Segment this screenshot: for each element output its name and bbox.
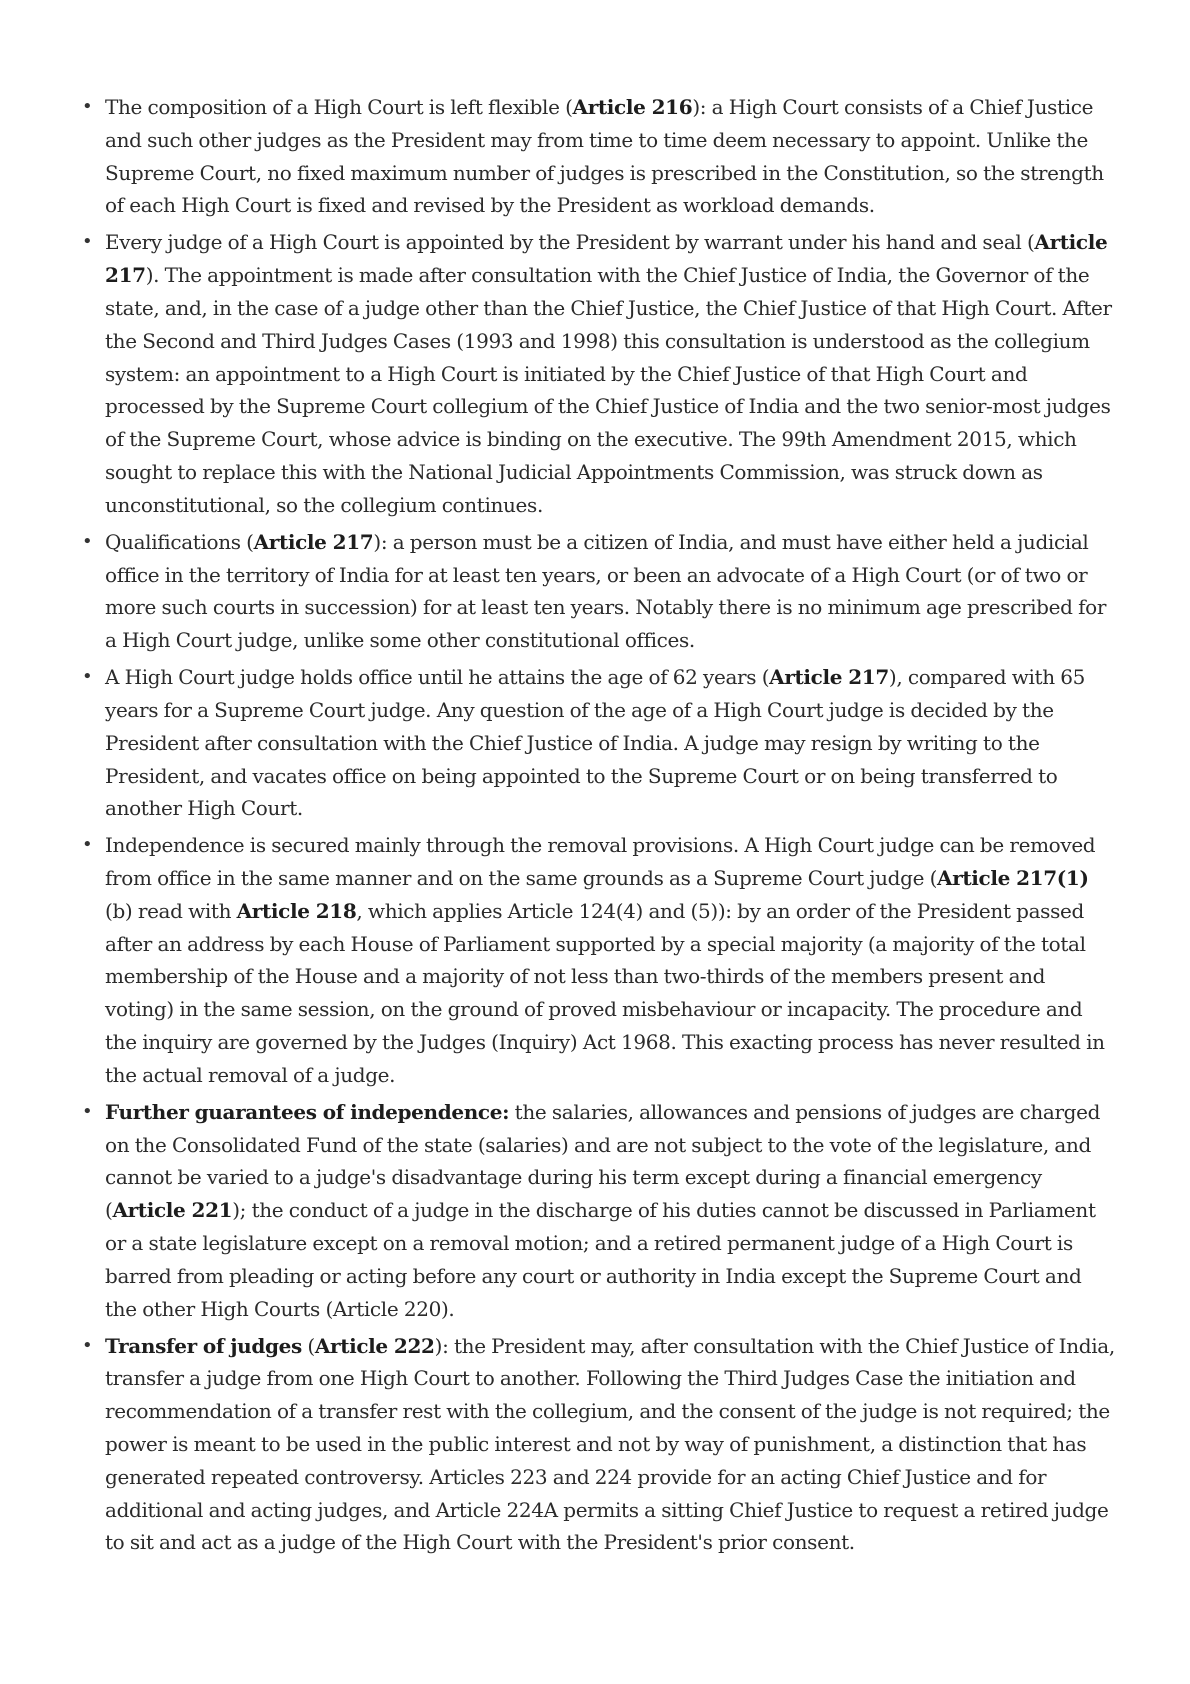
body-text: ); the conduct of a judge in the discharge of his duties cannot be discussed in Parliament or a state legislature except on a removal motion; and a retired permanent judge of a High Court is barred from pleading or acting before any court or authority in India except the Supreme Court and the other High Courts (Article 220). [105, 1198, 1096, 1321]
bullet-dot-icon: • [82, 530, 93, 552]
bold-text: Article 217 [253, 529, 374, 554]
bold-text: Article 217 [105, 230, 1108, 288]
bold-text: Transfer of judges [105, 1333, 302, 1358]
bold-text: Article 217 [769, 665, 889, 690]
body-text: ): a High Court consists of a Chief Justice and such other judges as the President may from time to time deem necessary to appoint. Unlike the Supreme Court, no fixed maximum number of judges is prescribed in the Constitution, so the strength of each High Court is fixed and revised by the President as workload demands. [105, 95, 1104, 218]
bold-text: Further guarantees of independence: [105, 1099, 510, 1124]
bullet-item [82, 91, 1115, 222]
body-text: ): the President may, after consultation with the Chief Justice of India, transfer a judge from one High Court to another. Following the Third Judges Case the initiation and recommendation of a transfer rest with the collegium, and the consent of the judge is not required; the power is meant to be used in the public interest and not by way of punishment, a distinction that has generated repeated controversy. Articles 223 and 224 provide for an acting Chief Justice and for additional and acting judges, and Article 224A permits a sitting Chief Justice to request a retired judge to sit and act as a judge of the High Court with the President's prior consent. [105, 1333, 1115, 1555]
bullet-item [82, 526, 1115, 657]
bullet-dot-icon: • [82, 231, 93, 253]
bullet-dot-icon: • [82, 96, 93, 117]
bold-text: Article 221 [112, 1198, 233, 1223]
body-text: , which applies Article 124(4) and (5)): by an order of the President passed after an address by each House of Parliament supported by a special majority (a majority of the total membership of the House and a majority of not less than two-thirds of the members present and voting) in the same session, on the ground of proved misbehaviour or incapacity. The procedure and the inquiry are governed by the Judges (Inquiry) Act 1968. This exacting process has never resulted in the actual removal of a judge. [105, 898, 1105, 1087]
body-text: Independence is secured mainly through the removal provisions. A High Court judge can be removed from office in the same manner and on the same grounds as a Supreme Court judge ( [105, 833, 1096, 891]
bullet-item [82, 1330, 1115, 1560]
body-text: ): a person must be a citizen of India, and must have either held a judicial office in the territory of India for at least ten years, or been an advocate of a High Court (or of two or more such courts in succession) for at least ten years. Notably there is no minimum age prescribed for a High Court judge, unlike some other constitutional offices. [105, 529, 1107, 653]
bullet-dot-icon: • [82, 1100, 93, 1122]
body-text: ). The appointment is made after consultation with the Chief Justice of India, the Governor of the state, and, in the case of a judge other than the Chief Justice, the Chief Justice of that High Court. After the Second and Third Judges Cases (1993 and 1998) this consultation is understood as the collegium system: an appointment to a High Court is initiated by the Chief Justice of that High Court and processed by the Supreme Court collegium of the Chief Justice of India and the two senior-most judges of the Supreme Court, whose advice is binding on the executive. The 99th Amendment 2015, which sought to replace this with the National Judicial Appointments Commission, was struck down as unconstitutional, so the collegium continues. [105, 263, 1112, 517]
bullet-list [82, 91, 1115, 1563]
body-text: (b) read with [105, 898, 237, 923]
bullet-dot-icon: • [82, 834, 93, 856]
body-text: ( [301, 1333, 315, 1358]
bold-text: Article 217(1) [937, 866, 1089, 891]
bullet-item [82, 661, 1115, 825]
bullet-item [82, 829, 1115, 1091]
bullet-item [82, 226, 1115, 521]
bullet-dot-icon: • [82, 666, 93, 688]
bullet-item [82, 1096, 1115, 1326]
body-text: A High Court judge holds office until he attains the age of 62 years ( [105, 665, 770, 690]
body-text: Every judge of a High Court is appointed by the President by warrant under his hand and seal ( [105, 230, 1035, 255]
bold-text: Article 222 [314, 1333, 435, 1358]
body-text: ), compared with 65 years for a Supreme Court judge. Any question of the age of a High Court judge is decided by the President after consultation with the Chief Justice of India. A judge may resign by writing to the President, and vacates office on being appointed to the Supreme Court or on being transferred to another High Court. [105, 665, 1086, 821]
body-text: the salaries, allowances and pensions of judges are charged on the Consolidated Fund of the state (salaries) and are not subject to the vote of the legislature, and cannot be varied to a judge's disadvantage during his term except during a financial emergency ( [105, 1099, 1101, 1223]
body-text: The composition of a High Court is left flexible ( [105, 95, 573, 119]
body-text: Qualifications ( [105, 529, 254, 554]
bold-text: Article 218 [236, 898, 357, 923]
bold-text: Article 216 [572, 95, 693, 119]
bullet-dot-icon: • [82, 1334, 93, 1356]
